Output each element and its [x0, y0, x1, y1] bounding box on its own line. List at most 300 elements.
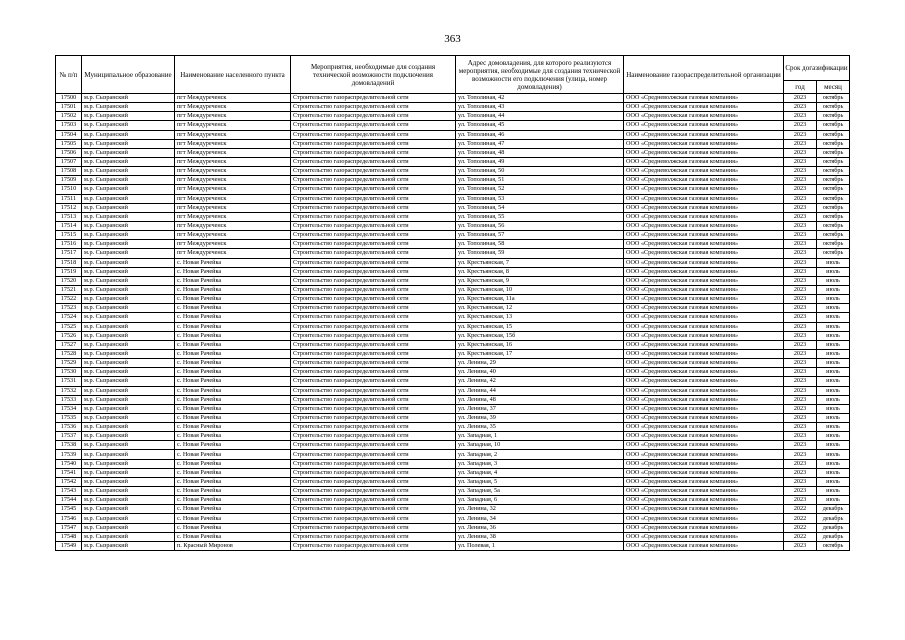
cell-month: октябрь	[817, 212, 850, 221]
cell-address: ул. Ленина, 38	[456, 532, 624, 541]
cell-settlement: с. Новая Рачейка	[175, 532, 291, 541]
cell-month: декабрь	[817, 532, 850, 541]
cell-settlement: пгт Междуреченск	[175, 103, 291, 112]
cell-municipality: м.р. Сызранский	[82, 130, 175, 139]
cell-settlement: с. Новая Рачейка	[175, 404, 291, 413]
cell-year: 2023	[784, 477, 817, 486]
cell-month: июль	[817, 477, 850, 486]
cell-year: 2023	[784, 139, 817, 148]
cell-year: 2023	[784, 148, 817, 157]
cell-address: ул. Западная, 3	[456, 459, 624, 468]
gasification-table	[55, 55, 850, 551]
cell-year: 2023	[784, 359, 817, 368]
cell-settlement: с. Новая Рачейка	[175, 395, 291, 404]
cell-year: 2023	[784, 322, 817, 331]
cell-gas-org: ООО «Средневолжская газовая компания»	[624, 267, 784, 276]
cell-gas-org: ООО «Средневолжская газовая компания»	[624, 413, 784, 422]
cell-measures: Строительство газораспределительной сети	[291, 386, 456, 395]
table-row	[56, 477, 850, 486]
cell-address: ул. Тополиная, 52	[456, 185, 624, 194]
cell-settlement: с. Новая Рачейка	[175, 313, 291, 322]
cell-settlement: с. Новая Рачейка	[175, 331, 291, 340]
cell-municipality: м.р. Сызранский	[82, 349, 175, 358]
cell-municipality: м.р. Сызранский	[82, 441, 175, 450]
cell-municipality: м.р. Сызранский	[82, 148, 175, 157]
cell-number: 17544	[56, 496, 82, 505]
table-row	[56, 167, 850, 176]
cell-municipality: м.р. Сызранский	[82, 194, 175, 203]
cell-month: июль	[817, 441, 850, 450]
cell-month: июль	[817, 413, 850, 422]
cell-settlement: с. Новая Рачейка	[175, 276, 291, 285]
cell-number: 17537	[56, 432, 82, 441]
cell-municipality: м.р. Сызранский	[82, 221, 175, 230]
table-row	[56, 112, 850, 121]
cell-address: ул. Западная, 4	[456, 468, 624, 477]
cell-settlement: пгт Междуреченск	[175, 176, 291, 185]
cell-month: октябрь	[817, 167, 850, 176]
cell-settlement: пгт Междуреченск	[175, 94, 291, 103]
cell-address: ул. Ленина, 36	[456, 523, 624, 532]
table-row	[56, 541, 850, 550]
table-row	[56, 121, 850, 130]
cell-municipality: м.р. Сызранский	[82, 185, 175, 194]
table-row	[56, 340, 850, 349]
cell-address: ул. Тополиная, 58	[456, 240, 624, 249]
cell-measures: Строительство газораспределительной сети	[291, 514, 456, 523]
cell-number: 17506	[56, 148, 82, 157]
cell-gas-org: ООО «Средневолжская газовая компания»	[624, 532, 784, 541]
cell-settlement: с. Новая Рачейка	[175, 295, 291, 304]
cell-address: ул. Крестьянская, 10	[456, 285, 624, 294]
cell-month: июль	[817, 386, 850, 395]
cell-gas-org: ООО «Средневолжская газовая компания»	[624, 221, 784, 230]
cell-address: ул. Тополиная, 55	[456, 212, 624, 221]
table-row	[56, 505, 850, 514]
cell-gas-org: ООО «Средневолжская газовая компания»	[624, 130, 784, 139]
cell-municipality: м.р. Сызранский	[82, 249, 175, 258]
cell-address: ул. Тополиная, 44	[456, 112, 624, 121]
cell-measures: Строительство газораспределительной сети	[291, 194, 456, 203]
cell-month: июль	[817, 331, 850, 340]
table-row	[56, 212, 850, 221]
cell-number: 17528	[56, 349, 82, 358]
cell-month: июль	[817, 322, 850, 331]
table-row	[56, 194, 850, 203]
cell-year: 2023	[784, 295, 817, 304]
cell-municipality: м.р. Сызранский	[82, 267, 175, 276]
cell-number: 17547	[56, 523, 82, 532]
cell-number: 17534	[56, 404, 82, 413]
header-measures: Мероприятия, необходимые для создания технической возможности подключения домовладений	[291, 56, 456, 94]
cell-gas-org: ООО «Средневолжская газовая компания»	[624, 386, 784, 395]
cell-address: ул. Крестьянская, 17	[456, 349, 624, 358]
cell-month: октябрь	[817, 240, 850, 249]
header-deadline: Срок догазификации	[784, 56, 850, 81]
cell-month: октябрь	[817, 112, 850, 121]
cell-municipality: м.р. Сызранский	[82, 541, 175, 550]
cell-settlement: пгт Междуреченск	[175, 194, 291, 203]
table-row	[56, 221, 850, 230]
cell-gas-org: ООО «Средневолжская газовая компания»	[624, 377, 784, 386]
cell-municipality: м.р. Сызранский	[82, 359, 175, 368]
cell-address: ул. Тополиная, 53	[456, 194, 624, 203]
cell-month: октябрь	[817, 176, 850, 185]
cell-municipality: м.р. Сызранский	[82, 295, 175, 304]
cell-month: июль	[817, 487, 850, 496]
cell-gas-org: ООО «Средневолжская газовая компания»	[624, 541, 784, 550]
cell-year: 2023	[784, 157, 817, 166]
cell-municipality: м.р. Сызранский	[82, 240, 175, 249]
cell-gas-org: ООО «Средневолжская газовая компания»	[624, 203, 784, 212]
cell-measures: Строительство газораспределительной сети	[291, 487, 456, 496]
cell-number: 17543	[56, 487, 82, 496]
table-row	[56, 359, 850, 368]
table-header-row	[56, 56, 850, 81]
cell-measures: Строительство газораспределительной сети	[291, 167, 456, 176]
table-body	[56, 94, 850, 551]
cell-measures: Строительство газораспределительной сети	[291, 130, 456, 139]
cell-month: июль	[817, 423, 850, 432]
cell-settlement: с. Новая Рачейка	[175, 496, 291, 505]
cell-month: декабрь	[817, 505, 850, 514]
cell-number: 17523	[56, 304, 82, 313]
cell-settlement: с. Новая Рачейка	[175, 441, 291, 450]
cell-address: ул. Ленина, 42	[456, 377, 624, 386]
cell-month: июль	[817, 313, 850, 322]
header-settlement: Наименование населенного пункта	[175, 56, 291, 94]
cell-number: 17529	[56, 359, 82, 368]
cell-settlement: с. Новая Рачейка	[175, 413, 291, 422]
cell-measures: Строительство газораспределительной сети	[291, 258, 456, 267]
cell-year: 2023	[784, 395, 817, 404]
cell-gas-org: ООО «Средневолжская газовая компания»	[624, 304, 784, 313]
cell-number: 17516	[56, 240, 82, 249]
table-row	[56, 377, 850, 386]
cell-municipality: м.р. Сызранский	[82, 103, 175, 112]
table-row	[56, 176, 850, 185]
cell-gas-org: ООО «Средневолжская газовая компания»	[624, 505, 784, 514]
table-row	[56, 103, 850, 112]
cell-month: июль	[817, 304, 850, 313]
cell-settlement: с. Новая Рачейка	[175, 304, 291, 313]
cell-settlement: пгт Междуреченск	[175, 185, 291, 194]
cell-municipality: м.р. Сызранский	[82, 377, 175, 386]
table-row	[56, 349, 850, 358]
table-row	[56, 423, 850, 432]
cell-address: ул. Тополиная, 49	[456, 157, 624, 166]
cell-measures: Строительство газораспределительной сети	[291, 94, 456, 103]
cell-address: ул. Ленина, 34	[456, 514, 624, 523]
cell-year: 2023	[784, 167, 817, 176]
cell-month: октябрь	[817, 94, 850, 103]
cell-number: 17508	[56, 167, 82, 176]
cell-municipality: м.р. Сызранский	[82, 468, 175, 477]
cell-month: июль	[817, 267, 850, 276]
cell-measures: Строительство газораспределительной сети	[291, 249, 456, 258]
cell-month: октябрь	[817, 249, 850, 258]
cell-municipality: м.р. Сызранский	[82, 121, 175, 130]
cell-measures: Строительство газораспределительной сети	[291, 304, 456, 313]
cell-year: 2023	[784, 130, 817, 139]
cell-number: 17538	[56, 441, 82, 450]
table-row	[56, 496, 850, 505]
cell-address: ул. Тополиная, 54	[456, 203, 624, 212]
cell-month: октябрь	[817, 185, 850, 194]
table-row	[56, 322, 850, 331]
cell-year: 2023	[784, 432, 817, 441]
header-month: месяц	[817, 81, 850, 94]
cell-gas-org: ООО «Средневолжская газовая компания»	[624, 477, 784, 486]
cell-settlement: с. Новая Рачейка	[175, 322, 291, 331]
cell-number: 17511	[56, 194, 82, 203]
cell-measures: Строительство газораспределительной сети	[291, 148, 456, 157]
cell-measures: Строительство газораспределительной сети	[291, 450, 456, 459]
table-row	[56, 441, 850, 450]
cell-number: 17503	[56, 121, 82, 130]
cell-settlement: пгт Междуреченск	[175, 203, 291, 212]
cell-municipality: м.р. Сызранский	[82, 331, 175, 340]
cell-address: ул. Тополиная, 59	[456, 249, 624, 258]
cell-month: октябрь	[817, 541, 850, 550]
cell-number: 17546	[56, 514, 82, 523]
table-row	[56, 331, 850, 340]
cell-municipality: м.р. Сызранский	[82, 285, 175, 294]
cell-gas-org: ООО «Средневолжская газовая компания»	[624, 167, 784, 176]
cell-year: 2023	[784, 340, 817, 349]
table-row	[56, 523, 850, 532]
cell-measures: Строительство газораспределительной сети	[291, 176, 456, 185]
cell-month: июль	[817, 295, 850, 304]
cell-measures: Строительство газораспределительной сети	[291, 212, 456, 221]
cell-measures: Строительство газораспределительной сети	[291, 541, 456, 550]
table-row	[56, 130, 850, 139]
cell-gas-org: ООО «Средневолжская газовая компания»	[624, 432, 784, 441]
cell-measures: Строительство газораспределительной сети	[291, 285, 456, 294]
cell-number: 17507	[56, 157, 82, 166]
cell-gas-org: ООО «Средневолжская газовая компания»	[624, 313, 784, 322]
cell-address: ул. Западная, 5	[456, 477, 624, 486]
cell-year: 2023	[784, 468, 817, 477]
cell-month: октябрь	[817, 231, 850, 240]
cell-measures: Строительство газораспределительной сети	[291, 468, 456, 477]
cell-municipality: м.р. Сызранский	[82, 523, 175, 532]
cell-number: 17526	[56, 331, 82, 340]
header-address: Адрес домовладения, для которого реализуются мероприятия, необходимые для создания технической возможности его подключения (улица, номер домовладения)	[456, 56, 624, 94]
cell-measures: Строительство газораспределительной сети	[291, 432, 456, 441]
cell-settlement: пгт Междуреченск	[175, 121, 291, 130]
cell-municipality: м.р. Сызранский	[82, 505, 175, 514]
cell-month: октябрь	[817, 121, 850, 130]
cell-measures: Строительство газораспределительной сети	[291, 532, 456, 541]
cell-address: ул. Крестьянская, 13	[456, 313, 624, 322]
cell-municipality: м.р. Сызранский	[82, 276, 175, 285]
cell-settlement: пгт Междуреченск	[175, 212, 291, 221]
cell-gas-org: ООО «Средневолжская газовая компания»	[624, 359, 784, 368]
cell-month: июль	[817, 258, 850, 267]
cell-municipality: м.р. Сызранский	[82, 231, 175, 240]
cell-settlement: с. Новая Рачейка	[175, 514, 291, 523]
cell-year: 2022	[784, 514, 817, 523]
cell-settlement: с. Новая Рачейка	[175, 523, 291, 532]
cell-month: июль	[817, 285, 850, 294]
cell-gas-org: ООО «Средневолжская газовая компания»	[624, 185, 784, 194]
cell-address: ул. Крестьянская, 12	[456, 304, 624, 313]
cell-number: 17505	[56, 139, 82, 148]
cell-settlement: с. Новая Рачейка	[175, 340, 291, 349]
header-gas-org: Наименование газораспределительной организации	[624, 56, 784, 94]
table-row	[56, 468, 850, 477]
cell-gas-org: ООО «Средневолжская газовая компания»	[624, 112, 784, 121]
cell-month: июль	[817, 359, 850, 368]
cell-year: 2023	[784, 221, 817, 230]
cell-year: 2023	[784, 450, 817, 459]
cell-month: октябрь	[817, 194, 850, 203]
table-row	[56, 249, 850, 258]
table-row	[56, 276, 850, 285]
cell-number: 17519	[56, 267, 82, 276]
cell-number: 17525	[56, 322, 82, 331]
cell-gas-org: ООО «Средневолжская газовая компания»	[624, 194, 784, 203]
cell-measures: Строительство газораспределительной сети	[291, 359, 456, 368]
cell-number: 17535	[56, 413, 82, 422]
cell-municipality: м.р. Сызранский	[82, 404, 175, 413]
cell-municipality: м.р. Сызранский	[82, 313, 175, 322]
cell-year: 2023	[784, 267, 817, 276]
cell-measures: Строительство газораспределительной сети	[291, 477, 456, 486]
cell-municipality: м.р. Сызранский	[82, 477, 175, 486]
cell-settlement: пгт Междуреченск	[175, 249, 291, 258]
cell-gas-org: ООО «Средневолжская газовая компания»	[624, 423, 784, 432]
cell-gas-org: ООО «Средневолжская газовая компания»	[624, 496, 784, 505]
cell-municipality: м.р. Сызранский	[82, 423, 175, 432]
cell-settlement: с. Новая Рачейка	[175, 267, 291, 276]
cell-year: 2023	[784, 423, 817, 432]
table-row	[56, 258, 850, 267]
cell-number: 17533	[56, 395, 82, 404]
cell-month: июль	[817, 349, 850, 358]
table-row	[56, 532, 850, 541]
cell-measures: Строительство газораспределительной сети	[291, 377, 456, 386]
cell-settlement: с. Новая Рачейка	[175, 468, 291, 477]
cell-address: ул. Тополиная, 45	[456, 121, 624, 130]
cell-number: 17514	[56, 221, 82, 230]
cell-number: 17518	[56, 258, 82, 267]
cell-year: 2023	[784, 103, 817, 112]
cell-gas-org: ООО «Средневолжская газовая компания»	[624, 157, 784, 166]
cell-measures: Строительство газораспределительной сети	[291, 423, 456, 432]
cell-address: ул. Тополиная, 48	[456, 148, 624, 157]
cell-gas-org: ООО «Средневолжская газовая компания»	[624, 459, 784, 468]
cell-address: ул. Крестьянская, 15	[456, 322, 624, 331]
cell-settlement: пгт Междуреченск	[175, 240, 291, 249]
cell-address: ул. Крестьянская, 7	[456, 258, 624, 267]
cell-settlement: пгт Междуреченск	[175, 139, 291, 148]
cell-measures: Строительство газораспределительной сети	[291, 295, 456, 304]
cell-year: 2022	[784, 532, 817, 541]
cell-year: 2023	[784, 368, 817, 377]
cell-municipality: м.р. Сызранский	[82, 459, 175, 468]
table-row	[56, 404, 850, 413]
cell-number: 17501	[56, 103, 82, 112]
table-row	[56, 450, 850, 459]
cell-number: 17541	[56, 468, 82, 477]
cell-year: 2023	[784, 112, 817, 121]
cell-address: ул. Крестьянская, 15б	[456, 331, 624, 340]
cell-year: 2023	[784, 496, 817, 505]
cell-year: 2023	[784, 377, 817, 386]
cell-measures: Строительство газораспределительной сети	[291, 505, 456, 514]
cell-measures: Строительство газораспределительной сети	[291, 523, 456, 532]
cell-measures: Строительство газораспределительной сети	[291, 313, 456, 322]
cell-measures: Строительство газораспределительной сети	[291, 496, 456, 505]
cell-measures: Строительство газораспределительной сети	[291, 413, 456, 422]
table-row	[56, 231, 850, 240]
cell-municipality: м.р. Сызранский	[82, 203, 175, 212]
table-row	[56, 386, 850, 395]
cell-settlement: с. Новая Рачейка	[175, 368, 291, 377]
cell-measures: Строительство газораспределительной сети	[291, 203, 456, 212]
cell-municipality: м.р. Сызранский	[82, 496, 175, 505]
page-number: 363	[444, 33, 461, 45]
cell-month: октябрь	[817, 103, 850, 112]
cell-year: 2023	[784, 176, 817, 185]
cell-address: ул. Ленина, 37	[456, 404, 624, 413]
cell-number: 17515	[56, 231, 82, 240]
cell-settlement: с. Новая Рачейка	[175, 505, 291, 514]
cell-year: 2023	[784, 285, 817, 294]
cell-number: 17536	[56, 423, 82, 432]
cell-number: 17530	[56, 368, 82, 377]
cell-year: 2023	[784, 249, 817, 258]
cell-year: 2023	[784, 349, 817, 358]
table-row	[56, 185, 850, 194]
table-row	[56, 432, 850, 441]
cell-year: 2022	[784, 505, 817, 514]
cell-year: 2023	[784, 121, 817, 130]
cell-gas-org: ООО «Средневолжская газовая компания»	[624, 441, 784, 450]
cell-municipality: м.р. Сызранский	[82, 487, 175, 496]
cell-year: 2023	[784, 441, 817, 450]
cell-year: 2023	[784, 185, 817, 194]
cell-number: 17539	[56, 450, 82, 459]
table-row	[56, 139, 850, 148]
header-year: год	[784, 81, 817, 94]
cell-address: ул. Ленина, 48	[456, 395, 624, 404]
cell-number: 17527	[56, 340, 82, 349]
cell-measures: Строительство газораспределительной сети	[291, 404, 456, 413]
cell-measures: Строительство газораспределительной сети	[291, 112, 456, 121]
cell-gas-org: ООО «Средневолжская газовая компания»	[624, 368, 784, 377]
cell-month: октябрь	[817, 130, 850, 139]
cell-municipality: м.р. Сызранский	[82, 167, 175, 176]
cell-number: 17517	[56, 249, 82, 258]
cell-address: ул. Тополиная, 42	[456, 94, 624, 103]
cell-number: 17542	[56, 477, 82, 486]
cell-address: ул. Тополиная, 51	[456, 176, 624, 185]
cell-settlement: с. Новая Рачейка	[175, 432, 291, 441]
cell-measures: Строительство газораспределительной сети	[291, 331, 456, 340]
cell-year: 2023	[784, 231, 817, 240]
cell-measures: Строительство газораспределительной сети	[291, 221, 456, 230]
cell-address: ул. Западная, 5а	[456, 487, 624, 496]
cell-year: 2023	[784, 203, 817, 212]
cell-number: 17509	[56, 176, 82, 185]
cell-measures: Строительство газораспределительной сети	[291, 276, 456, 285]
table-row	[56, 240, 850, 249]
cell-month: июль	[817, 276, 850, 285]
cell-address: ул. Тополиная, 46	[456, 130, 624, 139]
